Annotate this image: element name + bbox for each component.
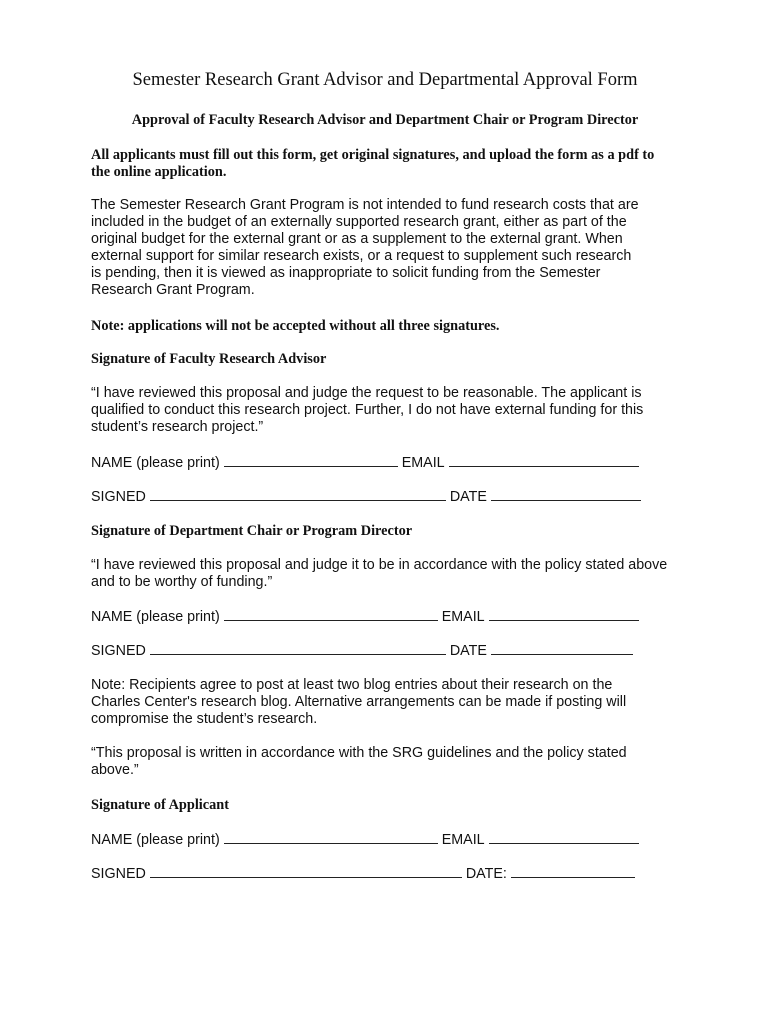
- policy-line: original budget for the external grant or as a supplement to the external grant. When: [91, 231, 623, 247]
- policy-paragraph: [91, 197, 691, 299]
- chair-heading: Signature of Department Chair or Program Director: [91, 523, 413, 539]
- policy-line: is pending, then it is viewed as inappropriate to solicit funding from the Semester: [91, 265, 601, 281]
- chair-statement: [91, 557, 711, 591]
- advisor-signed-label: SIGNED: [91, 489, 146, 505]
- advisor-date-field[interactable]: [491, 488, 641, 501]
- chair-signed-label: SIGNED: [91, 643, 146, 659]
- chair-name-field[interactable]: [224, 608, 438, 621]
- advisor-date-label: DATE: [449, 489, 487, 505]
- blog-note: [91, 677, 691, 728]
- policy-line: external support for similar research exists, or a request to supplement such research: [91, 248, 632, 264]
- instructions-line-1: All applicants must fill out this form, get original signatures, and upload the form as a pdf to: [91, 147, 655, 163]
- applicant-email-field[interactable]: [489, 831, 639, 844]
- applicant-statement-line: above.”: [91, 762, 139, 778]
- policy-line: The Semester Research Grant Program is not intended to fund research costs that are: [91, 197, 639, 213]
- advisor-signed-row: [91, 488, 645, 506]
- advisor-email-field[interactable]: [449, 454, 639, 467]
- applicant-date-label: DATE:: [465, 866, 507, 882]
- chair-statement-line: and to be worthy of funding.”: [91, 574, 273, 590]
- chair-date-field[interactable]: [491, 642, 633, 655]
- advisor-name-field[interactable]: [224, 454, 398, 467]
- chair-statement-line: “I have reviewed this proposal and judge it to be in accordance with the policy stated above: [91, 557, 668, 573]
- chair-email-label: EMAIL: [441, 609, 485, 625]
- form-subtitle: Approval of Faculty Research Advisor and Department Chair or Program Director: [131, 112, 639, 128]
- applicant-date-field[interactable]: [511, 865, 635, 878]
- blog-note-line: Note: Recipients agree to post at least two blog entries about their research on the: [91, 677, 613, 693]
- advisor-name-row: [91, 454, 643, 472]
- chair-name-row: [91, 608, 643, 626]
- applicant-name-row: [91, 831, 643, 849]
- advisor-email-label: EMAIL: [401, 455, 445, 471]
- chair-name-label: NAME (please print): [91, 609, 220, 625]
- advisor-name-label: NAME (please print): [91, 455, 220, 471]
- chair-date-label: DATE: [449, 643, 487, 659]
- advisor-statement: [91, 385, 711, 436]
- applicant-heading: Signature of Applicant: [91, 797, 229, 813]
- blog-note-line: Charles Center's research blog. Alternative arrangements can be made if posting will: [91, 694, 627, 710]
- signatures-note: Note: applications will not be accepted without all three signatures.: [91, 318, 500, 334]
- applicant-signed-label: SIGNED: [91, 866, 146, 882]
- policy-line: Research Grant Program.: [91, 282, 255, 298]
- applicant-signature-field[interactable]: [150, 865, 462, 878]
- policy-line: included in the budget of an externally supported research grant, either as part of the: [91, 214, 627, 230]
- applicant-name-field[interactable]: [224, 831, 438, 844]
- advisor-statement-line: qualified to conduct this research project. Further, I do not have external funding for this: [91, 402, 644, 418]
- advisor-statement-line: “I have reviewed this proposal and judge the request to be reasonable. The applicant is: [91, 385, 642, 401]
- applicant-email-label: EMAIL: [441, 832, 485, 848]
- chair-email-field[interactable]: [489, 608, 639, 621]
- instructions-line-2: the online application.: [91, 164, 227, 180]
- applicant-statement-line: “This proposal is written in accordance with the SRG guidelines and the policy stated: [91, 745, 627, 761]
- chair-signature-field[interactable]: [150, 642, 446, 655]
- applicant-signed-row: [91, 865, 639, 883]
- applicant-statement: [91, 745, 691, 779]
- blog-note-line: compromise the student’s research.: [91, 711, 318, 727]
- advisor-heading: Signature of Faculty Research Advisor: [91, 351, 327, 367]
- advisor-statement-line: student’s research project.”: [91, 419, 264, 435]
- form-title: Semester Research Grant Advisor and Departmental Approval Form: [132, 70, 638, 90]
- applicant-name-label: NAME (please print): [91, 832, 220, 848]
- chair-signed-row: [91, 642, 637, 660]
- advisor-signature-field[interactable]: [150, 488, 446, 501]
